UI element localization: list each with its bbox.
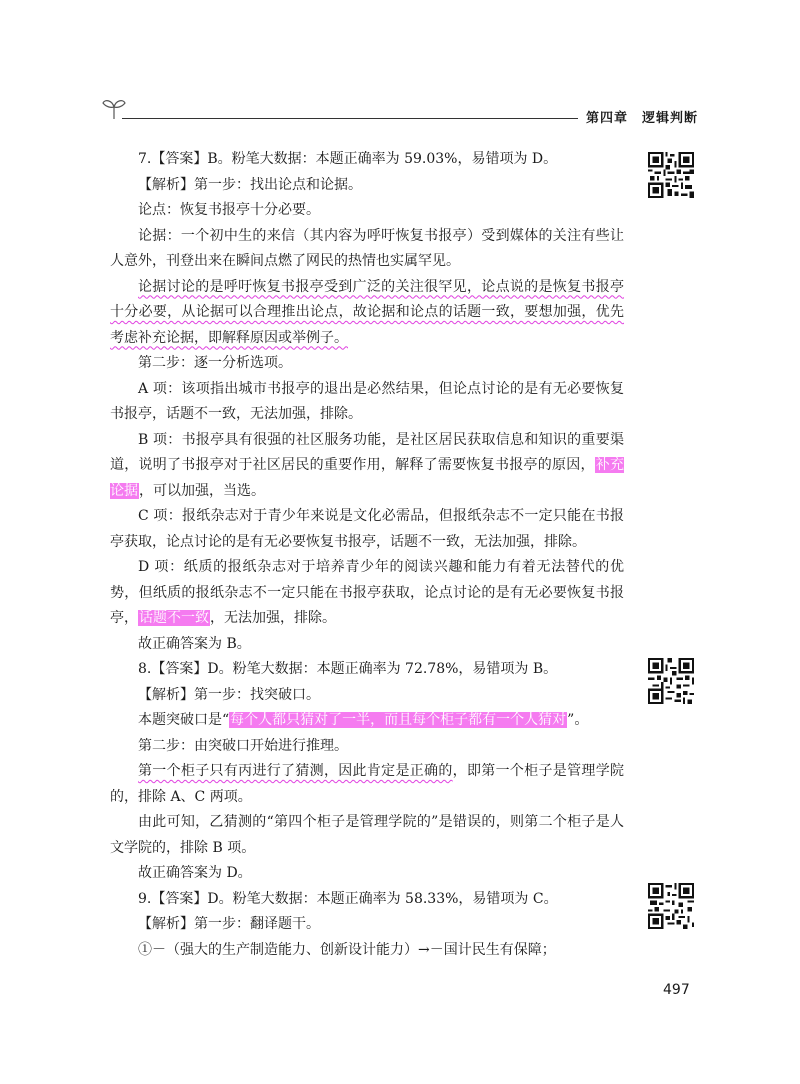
text-run: 论据：一个初中生的来信（其内容为呼吁恢复书报亭）受到媒体的关注有些让人意外，刊登出来在瞬间点燃了网民的热情也实属罕见。 xyxy=(110,227,624,269)
page-number: 497 xyxy=(663,982,690,998)
qr-code-icon[interactable] xyxy=(648,152,694,198)
text-run: 论点：恢复书报亭十分必要。 xyxy=(138,202,320,218)
highlighted-text: 每个人都只猜对了一半，而且每个柜子都有一个人猜对 xyxy=(230,712,567,728)
highlighted-text: 补充论据 xyxy=(110,457,625,499)
highlighted-text: 话题不一致 xyxy=(139,610,209,626)
paragraph xyxy=(110,198,624,224)
qr-code-icon[interactable] xyxy=(648,883,694,929)
text-run: 第二步：由突破口开始进行推理。 xyxy=(138,737,348,754)
paragraph xyxy=(110,351,624,377)
paragraph xyxy=(110,657,624,683)
qr-code-icon[interactable] xyxy=(648,658,694,704)
paragraph xyxy=(110,683,624,709)
text-run: C 项：报纸杂志对于青少年来说是文化必需品，但报纸杂志不一定只能在书报亭获取，论点讨论的是有无必要恢复书报亭，话题不一致，无法加强，排除。 xyxy=(110,508,624,550)
paragraph xyxy=(110,938,624,964)
underlined-text: 第一个柜子只有丙进行了猜测，因此肯定是正确的 xyxy=(138,763,453,779)
text-run: ，可以加强，当选。 xyxy=(139,482,265,499)
page-header xyxy=(0,0,800,130)
text-run: B 项：书报亭具有很强的社区服务功能，是社区居民获取信息和知识的重要渠道，说明了书报亭对于社区居民的重要作用，解释了需要恢复书报亭的原因， xyxy=(110,431,624,473)
paragraph xyxy=(110,173,624,199)
text-run: ，即第一个柜子是管理学院的，排除 A、C 两项。 xyxy=(110,763,625,805)
text-run: ①－（强大的生产制造能力、创新设计能力）→－国计民生有保障； xyxy=(138,941,556,958)
text-run: 故正确答案为 D。 xyxy=(138,865,252,881)
chapter-title: 第四章 逻辑判断 xyxy=(586,111,699,126)
text-run: 【解析】第一步：找出论点和论据。 xyxy=(138,176,362,193)
text-run: 9.【答案】D。粉笔大数据：本题正确率为 58.33%，易错项为 C。 xyxy=(138,890,558,907)
text-run: D 项：纸质的报纸杂志对于培养青少年的阅读兴趣和能力有着无法替代的优势，但纸质的报纸杂志不一定只能在书报亭获取，论点讨论的是有无必要恢复书报亭， xyxy=(110,559,624,626)
underlined-text: 论据讨论的是呼吁恢复书报亭受到广泛的关注很罕见，论点说的是恢复书报亭十分必要，从论据可以合理推出论点，故论据和论点的话题一致，要想加强，优先考虑补充论据，即解释原因或举例子。 xyxy=(110,278,624,346)
paragraph xyxy=(110,504,624,555)
text-run: 故正确答案为 B。 xyxy=(138,635,251,652)
paragraph xyxy=(110,632,624,658)
paragraph xyxy=(110,224,624,275)
paragraph xyxy=(110,428,624,505)
paragraph xyxy=(110,147,624,173)
text-run: 第二步：逐一分析选项。 xyxy=(138,355,292,371)
paragraph xyxy=(110,759,624,810)
paragraph xyxy=(110,810,624,861)
paragraph xyxy=(110,555,624,632)
text-run: 本题突破口是“ xyxy=(138,712,230,728)
text-run: 【解析】第一步：找突破口。 xyxy=(138,686,320,703)
text-run: 7.【答案】B。粉笔大数据：本题正确率为 59.03%，易错项为 D。 xyxy=(138,151,558,167)
paragraph xyxy=(110,887,624,913)
text-run: ”。 xyxy=(567,712,589,728)
header-rule xyxy=(122,118,578,119)
paragraph xyxy=(110,708,624,734)
text-run: 8.【答案】D。粉笔大数据：本题正确率为 72.78%，易错项为 B。 xyxy=(138,661,558,677)
paragraph xyxy=(110,861,624,887)
paragraph xyxy=(110,377,624,428)
paragraph xyxy=(110,275,624,352)
answer-explanations xyxy=(110,147,624,963)
text-run: A 项：该项指出城市书报亭的退出是必然结果，但论点讨论的是有无必要恢复书报亭，话题不一致，无法加强，排除。 xyxy=(110,380,624,422)
text-run: ，无法加强，排除。 xyxy=(210,610,336,626)
paragraph xyxy=(110,912,624,938)
text-run: 【解析】第一步：翻译题干。 xyxy=(138,916,320,932)
paragraph xyxy=(110,734,624,760)
text-run: 由此可知，乙猜测的“第四个柜子是管理学院的”是错误的，则第二个柜子是人文学院的，排除 B 项。 xyxy=(110,814,624,856)
